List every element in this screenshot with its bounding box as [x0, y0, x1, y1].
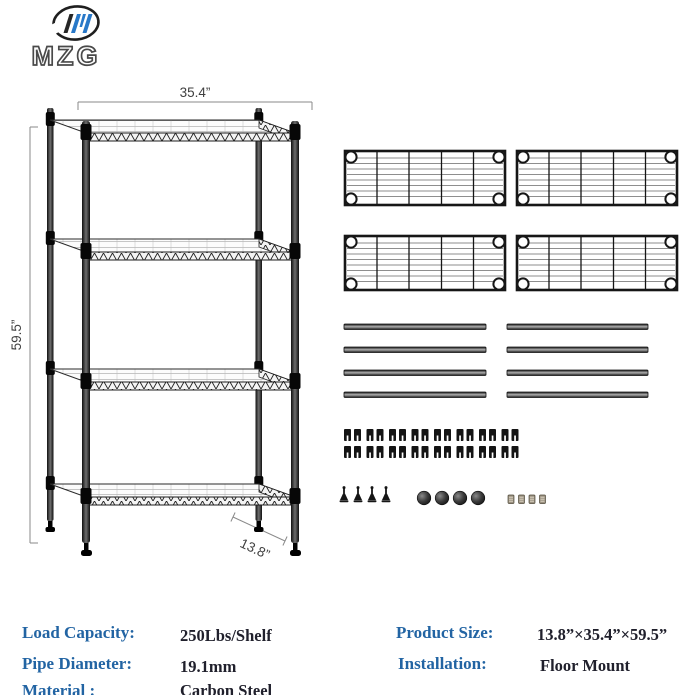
width-dimension [78, 85, 312, 110]
shelf-panel-4 [517, 236, 677, 290]
spec-installation-value: Floor Mount [540, 656, 630, 675]
shelving-unit [46, 108, 302, 556]
spec-load-capacity-value: 250Lbs/Shelf [180, 626, 272, 645]
spec-load-capacity-label: Load Capacity: [22, 623, 135, 642]
part-clip-sleeves [344, 429, 519, 458]
spec-material-value: Carbon Steel [180, 681, 273, 695]
back-collars [46, 112, 263, 490]
spec-installation-label: Installation: [398, 654, 487, 673]
shelf-panel-3 [345, 236, 505, 290]
spec-material-label: Material : [22, 681, 96, 695]
shelf-panel-1 [345, 151, 505, 205]
spec-pipe-diameter-label: Pipe Diameter: [22, 654, 132, 673]
pole-back-left [47, 108, 54, 521]
pole-front-left [82, 121, 90, 543]
height-dimension-label: 59.5” [9, 319, 24, 351]
part-shelf-panels [345, 151, 677, 290]
spec-product-size-label: Product Size: [396, 623, 494, 642]
front-collars [81, 124, 301, 504]
part-foot-caps [417, 491, 485, 505]
part-poles [344, 324, 648, 398]
spec-product-size-value: 13.8”×35.4”×59.5” [537, 625, 668, 644]
shelving-unit-diagram [0, 85, 335, 575]
shelf-panel-2 [517, 151, 677, 205]
part-leveling-feet [340, 486, 391, 502]
spec-pipe-diameter-value: 19.1mm [180, 657, 237, 676]
depth-dimension-label: 13.8” [237, 535, 273, 563]
height-dimension [9, 127, 38, 543]
parts-breakdown [335, 130, 679, 520]
width-dimension-label: 35.4” [179, 85, 211, 100]
pole-front-right [291, 121, 299, 543]
pole-back-right [256, 108, 263, 521]
mzg-logo [16, 2, 120, 72]
back-feet [46, 521, 264, 532]
mzg-logo-emblem-icon [48, 4, 100, 42]
part-screws [508, 495, 546, 504]
mzg-wordmark: MZG [31, 41, 101, 71]
